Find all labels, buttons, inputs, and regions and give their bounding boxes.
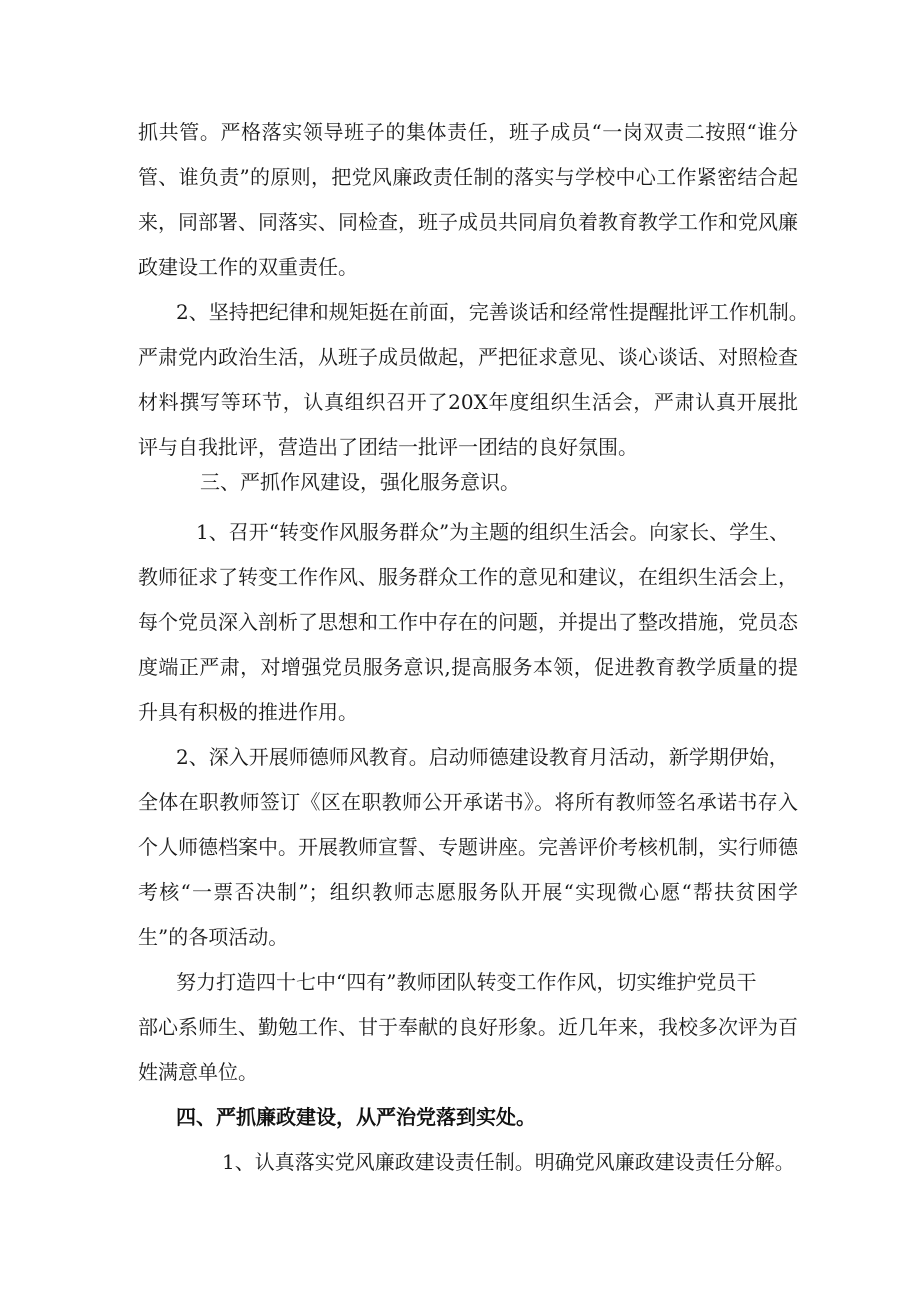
paragraph-line: 个人师德档案中。开展教师宣誓、专题讲座。完善评价考核机制，实行师德 <box>138 835 798 859</box>
paragraph-line: 升具有积极的推进作用。 <box>138 700 358 724</box>
paragraph-line: 全体在职教师签订《区在职教师公开承诺书》。将所有教师签名承诺书存入 <box>138 790 798 814</box>
paragraph-line: 材料撰写等环节，认真组织召开了20X年度组织生活会，严肃认真开展批 <box>138 390 798 414</box>
paragraph-line: 努力打造四十七中“四有”教师团队转变工作作风，切实维护党员干 <box>176 970 757 994</box>
paragraph-line: 1、认真落实党风廉政建设责任制。明确党风廉政建设责任分解。 <box>222 1150 795 1174</box>
paragraph-line: 严肃党内政治生活，从班子成员做起，严把征求意见、谈心谈话、对照检查 <box>138 345 798 369</box>
paragraph-line: 生”的各项活动。 <box>138 925 289 949</box>
paragraph-line: 姓满意单位。 <box>138 1060 258 1084</box>
paragraph-line: 考核“一票否决制”；组织教师志愿服务队开展“实现微心愿“帮扶贫困学 <box>138 880 798 904</box>
paragraph-line: 部心系师生、勤勉工作、甘于奉献的良好形象。近几年来，我校多次评为百 <box>138 1015 798 1039</box>
paragraph-line: 度端正严肃，对增强党员服务意识,提高服务本领，促进教育教学质量的提 <box>138 655 798 679</box>
paragraph-line: 抓共管。严格落实领导班子的集体责任，班子成员“一岗双责二按照“谁分 <box>138 120 798 144</box>
section-heading: 三、严抓作风建设，强化服务意识。 <box>200 470 520 494</box>
paragraph-line: 评与自我批评，营造出了团结一批评一团结的良好氛围。 <box>138 435 638 459</box>
paragraph-line: 政建设工作的双重责任。 <box>138 255 358 279</box>
paragraph-line: 2、坚持把纪律和规矩挺在前面，完善谈话和经常性提醒批评工作机制。 <box>176 300 809 324</box>
section-heading: 四、严抓廉政建设，从严治党落到实处。 <box>176 1105 536 1129</box>
paragraph-line: 每个党员深入剖析了思想和工作中存在的问题，并提出了整改措施，党员态 <box>138 610 798 634</box>
paragraph-line: 2、深入开展师德师风教育。启动师德建设教育月活动，新学期伊始， <box>176 745 789 769</box>
paragraph-line: 1、召开“转变作风服务群众”为主题的组织生活会。向家长、学生、 <box>196 520 790 544</box>
paragraph-line: 教师征求了转变工作作风、服务群众工作的意见和建议，在组织生活会上， <box>138 565 798 589</box>
paragraph-line: 来，同部署、同落实、同检查，班子成员共同肩负着教育教学工作和党风廉 <box>138 210 798 234</box>
paragraph-line: 管、谁负责”的原则，把党风廉政责任制的落实与学校中心工作紧密结合起 <box>138 165 798 189</box>
